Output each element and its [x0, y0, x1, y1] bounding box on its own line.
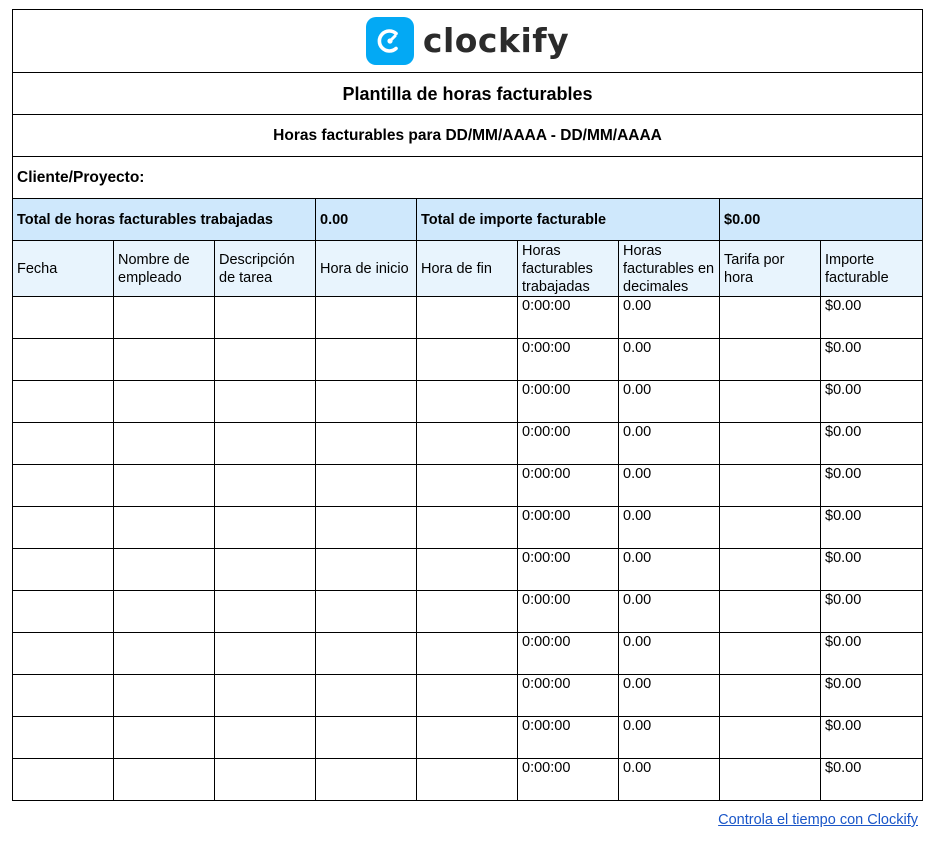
table-row — [13, 297, 923, 339]
table-cell[interactable] — [215, 633, 316, 675]
column-header: Hora de inicio — [316, 241, 417, 297]
clock-icon — [366, 17, 414, 65]
table-cell[interactable]: 0:00:00 — [518, 423, 619, 465]
total-amount-value: $0.00 — [720, 199, 923, 241]
table-cell[interactable] — [316, 675, 417, 717]
table-cell[interactable] — [114, 717, 215, 759]
table-cell[interactable] — [316, 423, 417, 465]
table-cell[interactable]: $0.00 — [821, 549, 923, 591]
table-cell[interactable] — [720, 717, 821, 759]
table-cell[interactable] — [417, 297, 518, 339]
table-cell[interactable] — [215, 759, 316, 801]
table-cell[interactable] — [13, 297, 114, 339]
table-cell[interactable] — [114, 339, 215, 381]
column-header: Descripción de tarea — [215, 241, 316, 297]
table-cell[interactable] — [417, 465, 518, 507]
table-row — [13, 633, 923, 675]
brand-name: clockify — [422, 21, 570, 60]
table-cell[interactable] — [13, 549, 114, 591]
table-cell[interactable] — [215, 507, 316, 549]
column-header: Horas facturables en decimales — [619, 241, 720, 297]
table-cell[interactable] — [316, 339, 417, 381]
table-cell[interactable] — [215, 549, 316, 591]
table-cell[interactable] — [316, 633, 417, 675]
table-row — [13, 591, 923, 633]
table-cell[interactable]: $0.00 — [821, 423, 923, 465]
table-cell[interactable]: 0:00:00 — [518, 633, 619, 675]
table-cell[interactable] — [720, 465, 821, 507]
table-cell[interactable] — [114, 297, 215, 339]
table-cell[interactable]: 0.00 — [619, 759, 720, 801]
table-cell[interactable] — [720, 297, 821, 339]
column-header: Importe facturable — [821, 241, 923, 297]
table-cell[interactable] — [215, 381, 316, 423]
total-hours-label: Total de horas facturables trabajadas — [13, 199, 316, 241]
table-cell[interactable] — [13, 381, 114, 423]
table-cell[interactable] — [417, 675, 518, 717]
table-cell[interactable] — [417, 633, 518, 675]
table-cell[interactable] — [720, 675, 821, 717]
table-cell[interactable] — [215, 297, 316, 339]
table-cell[interactable] — [13, 633, 114, 675]
table-cell[interactable]: $0.00 — [821, 339, 923, 381]
table-cell[interactable]: $0.00 — [821, 297, 923, 339]
table-cell[interactable]: 0:00:00 — [518, 465, 619, 507]
table-cell[interactable] — [114, 507, 215, 549]
table-cell[interactable] — [114, 591, 215, 633]
table-cell[interactable]: $0.00 — [821, 675, 923, 717]
table-cell[interactable]: $0.00 — [821, 717, 923, 759]
table-row — [13, 339, 923, 381]
table-cell[interactable]: $0.00 — [821, 381, 923, 423]
table-cell[interactable]: 0.00 — [619, 717, 720, 759]
table-cell[interactable] — [114, 759, 215, 801]
table-cell[interactable] — [720, 381, 821, 423]
table-cell[interactable] — [720, 339, 821, 381]
table-cell[interactable]: 0.00 — [619, 675, 720, 717]
table-cell[interactable] — [114, 633, 215, 675]
table-cell[interactable] — [417, 423, 518, 465]
table-cell[interactable] — [215, 675, 316, 717]
table-cell[interactable]: 0:00:00 — [518, 675, 619, 717]
table-row — [13, 675, 923, 717]
table-cell[interactable] — [215, 717, 316, 759]
clockify-logo — [366, 17, 569, 65]
table-cell[interactable] — [316, 507, 417, 549]
table-cell[interactable]: 0.00 — [619, 423, 720, 465]
column-header: Fecha — [13, 241, 114, 297]
table-cell[interactable] — [316, 381, 417, 423]
total-hours-value: 0.00 — [316, 199, 417, 241]
table-cell[interactable] — [13, 591, 114, 633]
table-cell[interactable]: 0.00 — [619, 339, 720, 381]
table-cell[interactable]: 0:00:00 — [518, 759, 619, 801]
column-header: Hora de fin — [417, 241, 518, 297]
logo-cell — [13, 10, 923, 73]
table-cell[interactable]: 0.00 — [619, 507, 720, 549]
table-cell[interactable] — [720, 633, 821, 675]
table-cell[interactable]: 0.00 — [619, 297, 720, 339]
table-cell[interactable] — [720, 759, 821, 801]
date-range-subtitle: Horas facturables para DD/MM/AAAA - DD/MM/AAAA — [13, 115, 923, 157]
table-cell[interactable] — [13, 717, 114, 759]
table-cell[interactable] — [417, 339, 518, 381]
table-cell[interactable]: 0.00 — [619, 633, 720, 675]
table-cell[interactable]: 0:00:00 — [518, 297, 619, 339]
table-cell[interactable]: 0.00 — [619, 549, 720, 591]
table-cell[interactable] — [13, 759, 114, 801]
table-cell[interactable] — [114, 549, 215, 591]
table-cell[interactable] — [13, 507, 114, 549]
table-cell[interactable] — [720, 591, 821, 633]
table-cell[interactable] — [720, 507, 821, 549]
total-amount-label: Total de importe facturable — [417, 199, 720, 241]
table-cell[interactable] — [114, 381, 215, 423]
table-cell[interactable]: $0.00 — [821, 633, 923, 675]
table-cell[interactable] — [417, 381, 518, 423]
billable-hours-sheet — [12, 9, 923, 801]
table-cell[interactable] — [316, 465, 417, 507]
table-cell[interactable]: $0.00 — [821, 591, 923, 633]
table-cell[interactable] — [720, 549, 821, 591]
table-cell[interactable] — [114, 675, 215, 717]
column-header-row — [13, 241, 923, 297]
table-cell[interactable] — [417, 549, 518, 591]
column-header: Horas facturables trabajadas — [518, 241, 619, 297]
table-cell[interactable] — [417, 759, 518, 801]
table-cell[interactable]: 0:00:00 — [518, 591, 619, 633]
table-row — [13, 717, 923, 759]
column-header: Nombre de empleado — [114, 241, 215, 297]
table-cell[interactable] — [417, 591, 518, 633]
table-cell[interactable]: 0.00 — [619, 465, 720, 507]
table-row — [13, 507, 923, 549]
table-cell[interactable] — [316, 297, 417, 339]
table-cell[interactable]: 0:00:00 — [518, 507, 619, 549]
table-cell[interactable] — [13, 423, 114, 465]
clockify-link[interactable]: Controla el tiempo con Clockify — [718, 812, 918, 828]
column-header: Tarifa por hora — [720, 241, 821, 297]
table-row — [13, 465, 923, 507]
table-cell[interactable]: $0.00 — [821, 465, 923, 507]
table-cell[interactable] — [417, 717, 518, 759]
table-row — [13, 423, 923, 465]
sheet-title: Plantilla de horas facturables — [13, 73, 923, 115]
table-cell[interactable]: $0.00 — [821, 759, 923, 801]
table-cell[interactable] — [720, 423, 821, 465]
table-cell[interactable] — [417, 507, 518, 549]
table-cell[interactable] — [215, 591, 316, 633]
table-cell[interactable] — [215, 423, 316, 465]
table-cell[interactable]: 0:00:00 — [518, 549, 619, 591]
table-cell[interactable] — [316, 591, 417, 633]
client-project-label: Cliente/Proyecto: — [13, 157, 923, 199]
table-cell[interactable]: $0.00 — [821, 507, 923, 549]
table-cell[interactable] — [13, 675, 114, 717]
table-cell[interactable]: 0.00 — [619, 591, 720, 633]
table-cell[interactable] — [114, 423, 215, 465]
table-cell[interactable] — [13, 339, 114, 381]
table-cell[interactable]: 0:00:00 — [518, 381, 619, 423]
table-cell[interactable] — [316, 759, 417, 801]
table-cell[interactable]: 0:00:00 — [518, 717, 619, 759]
table-row — [13, 549, 923, 591]
table-cell[interactable] — [215, 465, 316, 507]
table-cell[interactable] — [215, 339, 316, 381]
table-cell[interactable] — [13, 465, 114, 507]
table-row — [13, 381, 923, 423]
table-cell[interactable] — [316, 549, 417, 591]
table-cell[interactable]: 0:00:00 — [518, 339, 619, 381]
table-cell[interactable] — [114, 465, 215, 507]
table-cell[interactable] — [316, 717, 417, 759]
table-cell[interactable]: 0.00 — [619, 381, 720, 423]
table-row — [13, 759, 923, 801]
